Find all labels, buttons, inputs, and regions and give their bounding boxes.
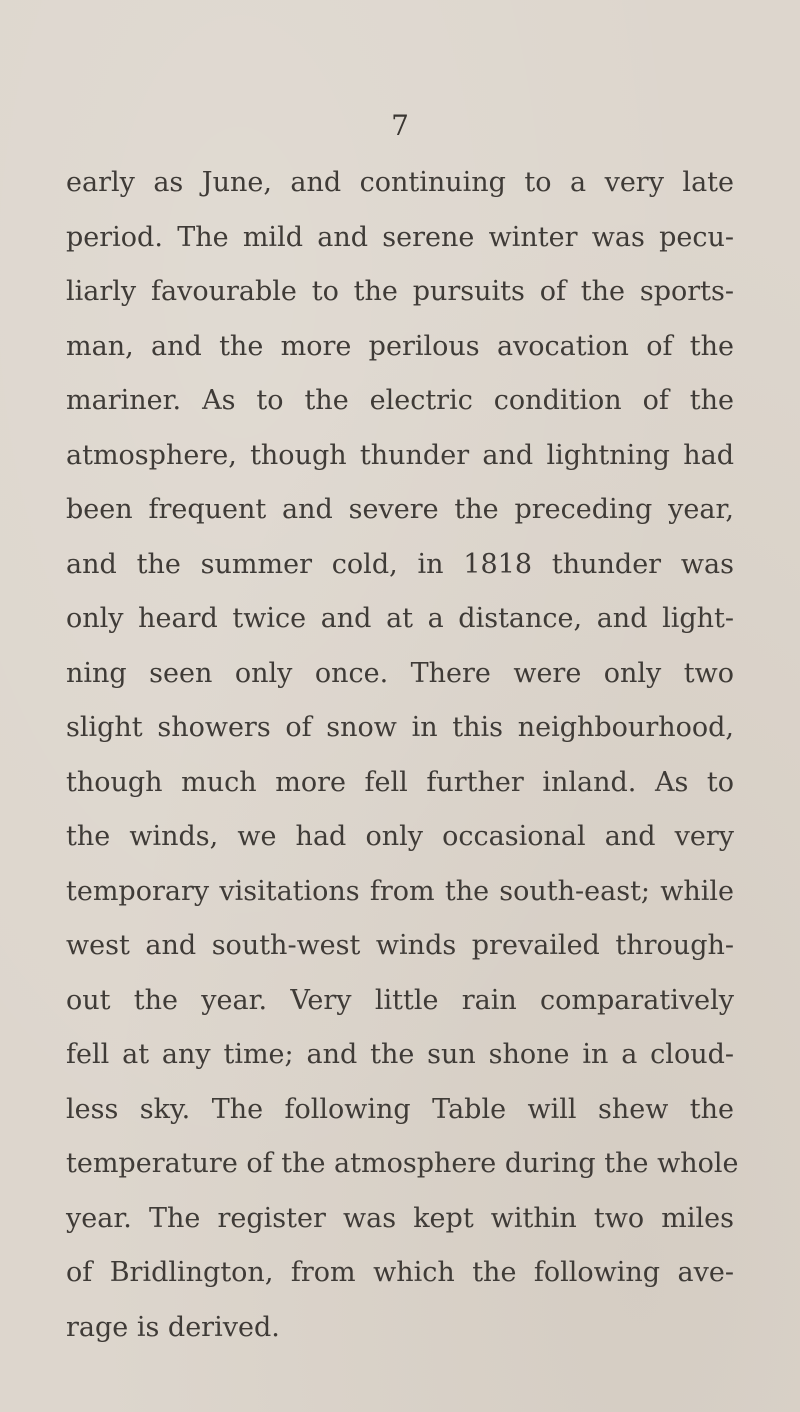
text-line: fell at any time; and the sun shone in a cloud-: [66, 1039, 734, 1070]
body-paragraph: [66, 156, 739, 1355]
text-line: slight showers of snow in this neighbourhood,: [66, 712, 734, 743]
text-line: and the summer cold, in 1818 thunder was: [66, 548, 734, 580]
text-line: period. The mild and serene winter was pecu-: [66, 221, 734, 253]
text-line: less sky. The following Table will shew the: [66, 1093, 734, 1125]
text-line: liarly favourable to the pursuits of the sports-: [66, 276, 734, 307]
text-line: early as June, and continuing to a very late: [66, 167, 734, 198]
text-line: the winds, we had only occasional and very: [66, 821, 734, 852]
text-line: mariner. As to the electric condition of the: [66, 385, 734, 416]
text-line: atmosphere, though thunder and lightning had: [66, 439, 734, 471]
text-line: temperature of the atmosphere during the whole: [66, 1148, 739, 1179]
text-line: been frequent and severe the preceding year,: [66, 494, 734, 525]
text-line: of Bridlington, from which the following ave-: [66, 1257, 734, 1288]
page-number: 7: [391, 109, 409, 142]
text-line: though much more fell further inland. As to: [66, 766, 734, 798]
text-line: only heard twice and at a distance, and light-: [66, 603, 734, 634]
text-line: year. The register was kept within two miles: [66, 1202, 734, 1234]
text-line: temporary visitations from the south-east; while: [66, 875, 734, 907]
text-line: ning seen only once. There were only two: [66, 657, 734, 689]
text-line: west and south-west winds prevailed through-: [66, 930, 734, 961]
text-line: man, and the more perilous avocation of the: [66, 330, 734, 362]
text-line: rage is derived.: [66, 1311, 280, 1343]
text-line: out the year. Very little rain comparatively: [66, 984, 734, 1016]
